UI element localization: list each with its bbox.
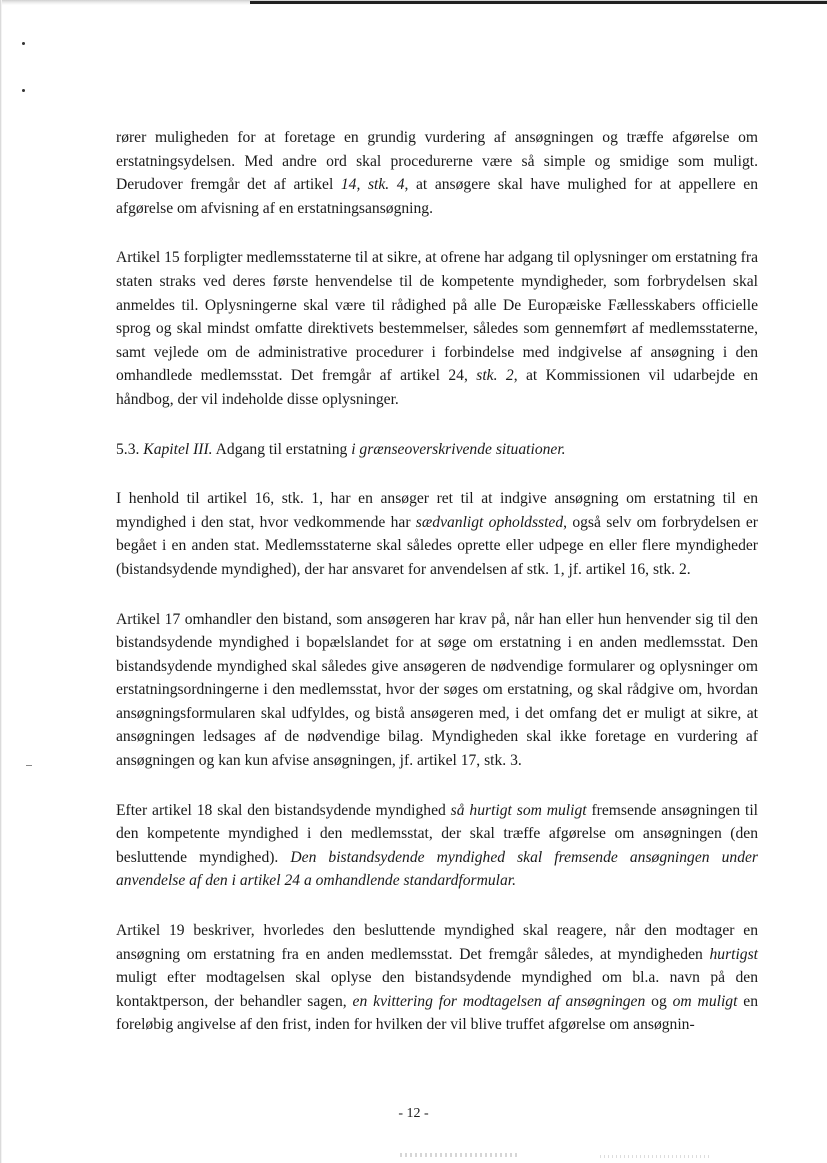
page-number: - 12 - <box>398 1106 429 1121</box>
text-run: , at ansøgere skal have mulighed for at appellere en afgørelse om afvisning af en erstatningsansøgning. <box>116 176 758 217</box>
italic-text: Kapitel III. <box>143 440 213 458</box>
text-run: Artikel 15 forpligter medlemsstaterne til at sikre, at ofrene har adgang til oplysninger om erstatning fra staten straks ved deres første henvendelse til de kompetente myndigheder, som forbrydelsen skal anmeldes til. Oplysningerne skal være til rådighed på alle De Europæiske Fællesskabers officielle sprog og skal mindst omfatte direktivets bestemmelser, således som gennemført af medlemsstaterne, samt vejlede om de administrative procedurer i forbindelse med indgivelse af ansøgning i den omhandlede medlemsstat. Det fremgår af artikel 24, <box>116 249 758 385</box>
text-run: Artikel 17 omhandler den bistand, som ansøgeren har krav på, når han eller hun henvender sig til den bistandsydende myndighed i bopælslandet for at søge om erstatning i en anden medlemsstat. Den bistandsydende myndighed skal således give ansøgeren de nødvendige formularer og oplysninger om erstatningsordningerne i den medlemsstat, hvor der søges om erstatning, og skal rådgive om, hvordan ansøgningsformularen skal udfyldes, og bistå ansøgeren med, i det omfang det er muligt at sikre, at ansøgningen ledsages af de nødvendige bilag. Myndigheden skal ikke foretage en vurdering af ansøgningen og kan kun afvise ansøgningen, jf. artikel 17, stk. 3. <box>116 610 758 770</box>
italic-text: en kvittering for modtagelsen af ansøgningen <box>352 992 646 1010</box>
text-run: , at Kommissionen vil udarbejde en håndbog, der vil indeholde disse oplysninger. <box>116 367 758 408</box>
italic-text: Den bistandsydende myndighed skal fremsende ansøgningen under anvendelse af den i artikel 24 a omhandlende standardformular. <box>116 848 758 890</box>
scan-left-edge <box>0 0 2 1163</box>
scan-noise <box>400 1153 520 1157</box>
section-heading <box>116 438 758 462</box>
italic-text: hurtigst <box>709 945 758 963</box>
body-paragraph <box>116 487 758 581</box>
body-paragraph <box>116 126 758 220</box>
italic-text: sædvanligt opholdssted <box>415 513 564 531</box>
italic-text: om muligt <box>672 992 738 1010</box>
body-paragraph <box>116 919 758 1037</box>
text-run: rører muligheden for at foretage en grundig vurdering af ansøgningen og træffe afgørelse om erstatningsydelsen. Med andre ord skal procedurerne være så simple og smidige som muligt. Derudover fremgår det af artikel <box>116 129 758 194</box>
text-run: muligt efter modtagelsen skal oplyse den bistandsydende myndighed om bl.a. navn på den kontaktperson, der behandler sagen, <box>116 969 758 1010</box>
text-run: , også selv om forbrydelsen er begået i en anden stat. Medlemsstaterne skal således oprette eller udpege en eller flere myndigheder (bistandsydende myndighed), der har ansvaret for anvendelsen af stk. 1, jf. artikel 16, stk. 2. <box>116 513 758 578</box>
body-paragraph <box>116 608 758 773</box>
scan-top-rule <box>250 1 827 4</box>
scan-noise <box>600 1155 710 1158</box>
italic-text: så hurtigt som muligt <box>450 801 587 819</box>
text-run: 5.3. <box>116 440 144 458</box>
text-run: og <box>645 992 673 1010</box>
text-run: Adgang til erstatning <box>212 440 352 458</box>
italic-text: stk. 2 <box>476 367 514 385</box>
italic-text: i grænseoverskrivende situationer. <box>351 440 566 458</box>
text-run: Efter artikel 18 skal den bistandsydende myndighed <box>116 801 451 819</box>
text-run: en foreløbig angivelse af den frist, inden for hvilken der vil blive truffet afgørelse om ansøgnin- <box>116 992 759 1034</box>
punch-hole-mark <box>22 89 25 92</box>
body-paragraph <box>116 799 758 893</box>
text-run: I henhold til artikel 16, stk. 1, har en ansøger ret til at indgive ansøgning om erstatning til en myndighed i den stat, hvor vedkommende har <box>116 490 758 531</box>
punch-hole-mark <box>22 42 25 45</box>
italic-text: 14, stk. 4 <box>340 176 405 194</box>
margin-mark <box>26 765 32 766</box>
text-run: fremsende ansøgningen til den kompetente myndighed i den medlemsstat, der skal træffe afgørelse om ansøgningen (den besluttende myndighed). <box>116 801 758 866</box>
text-run: Artikel 19 beskriver, hvorledes den besluttende myndighed skal reagere, når den modtager en ansøgning om erstatning fra en anden medlemsstat. Det fremgår således, at myndigheden <box>116 922 758 963</box>
document-body <box>116 126 758 1063</box>
body-paragraph <box>116 246 758 411</box>
